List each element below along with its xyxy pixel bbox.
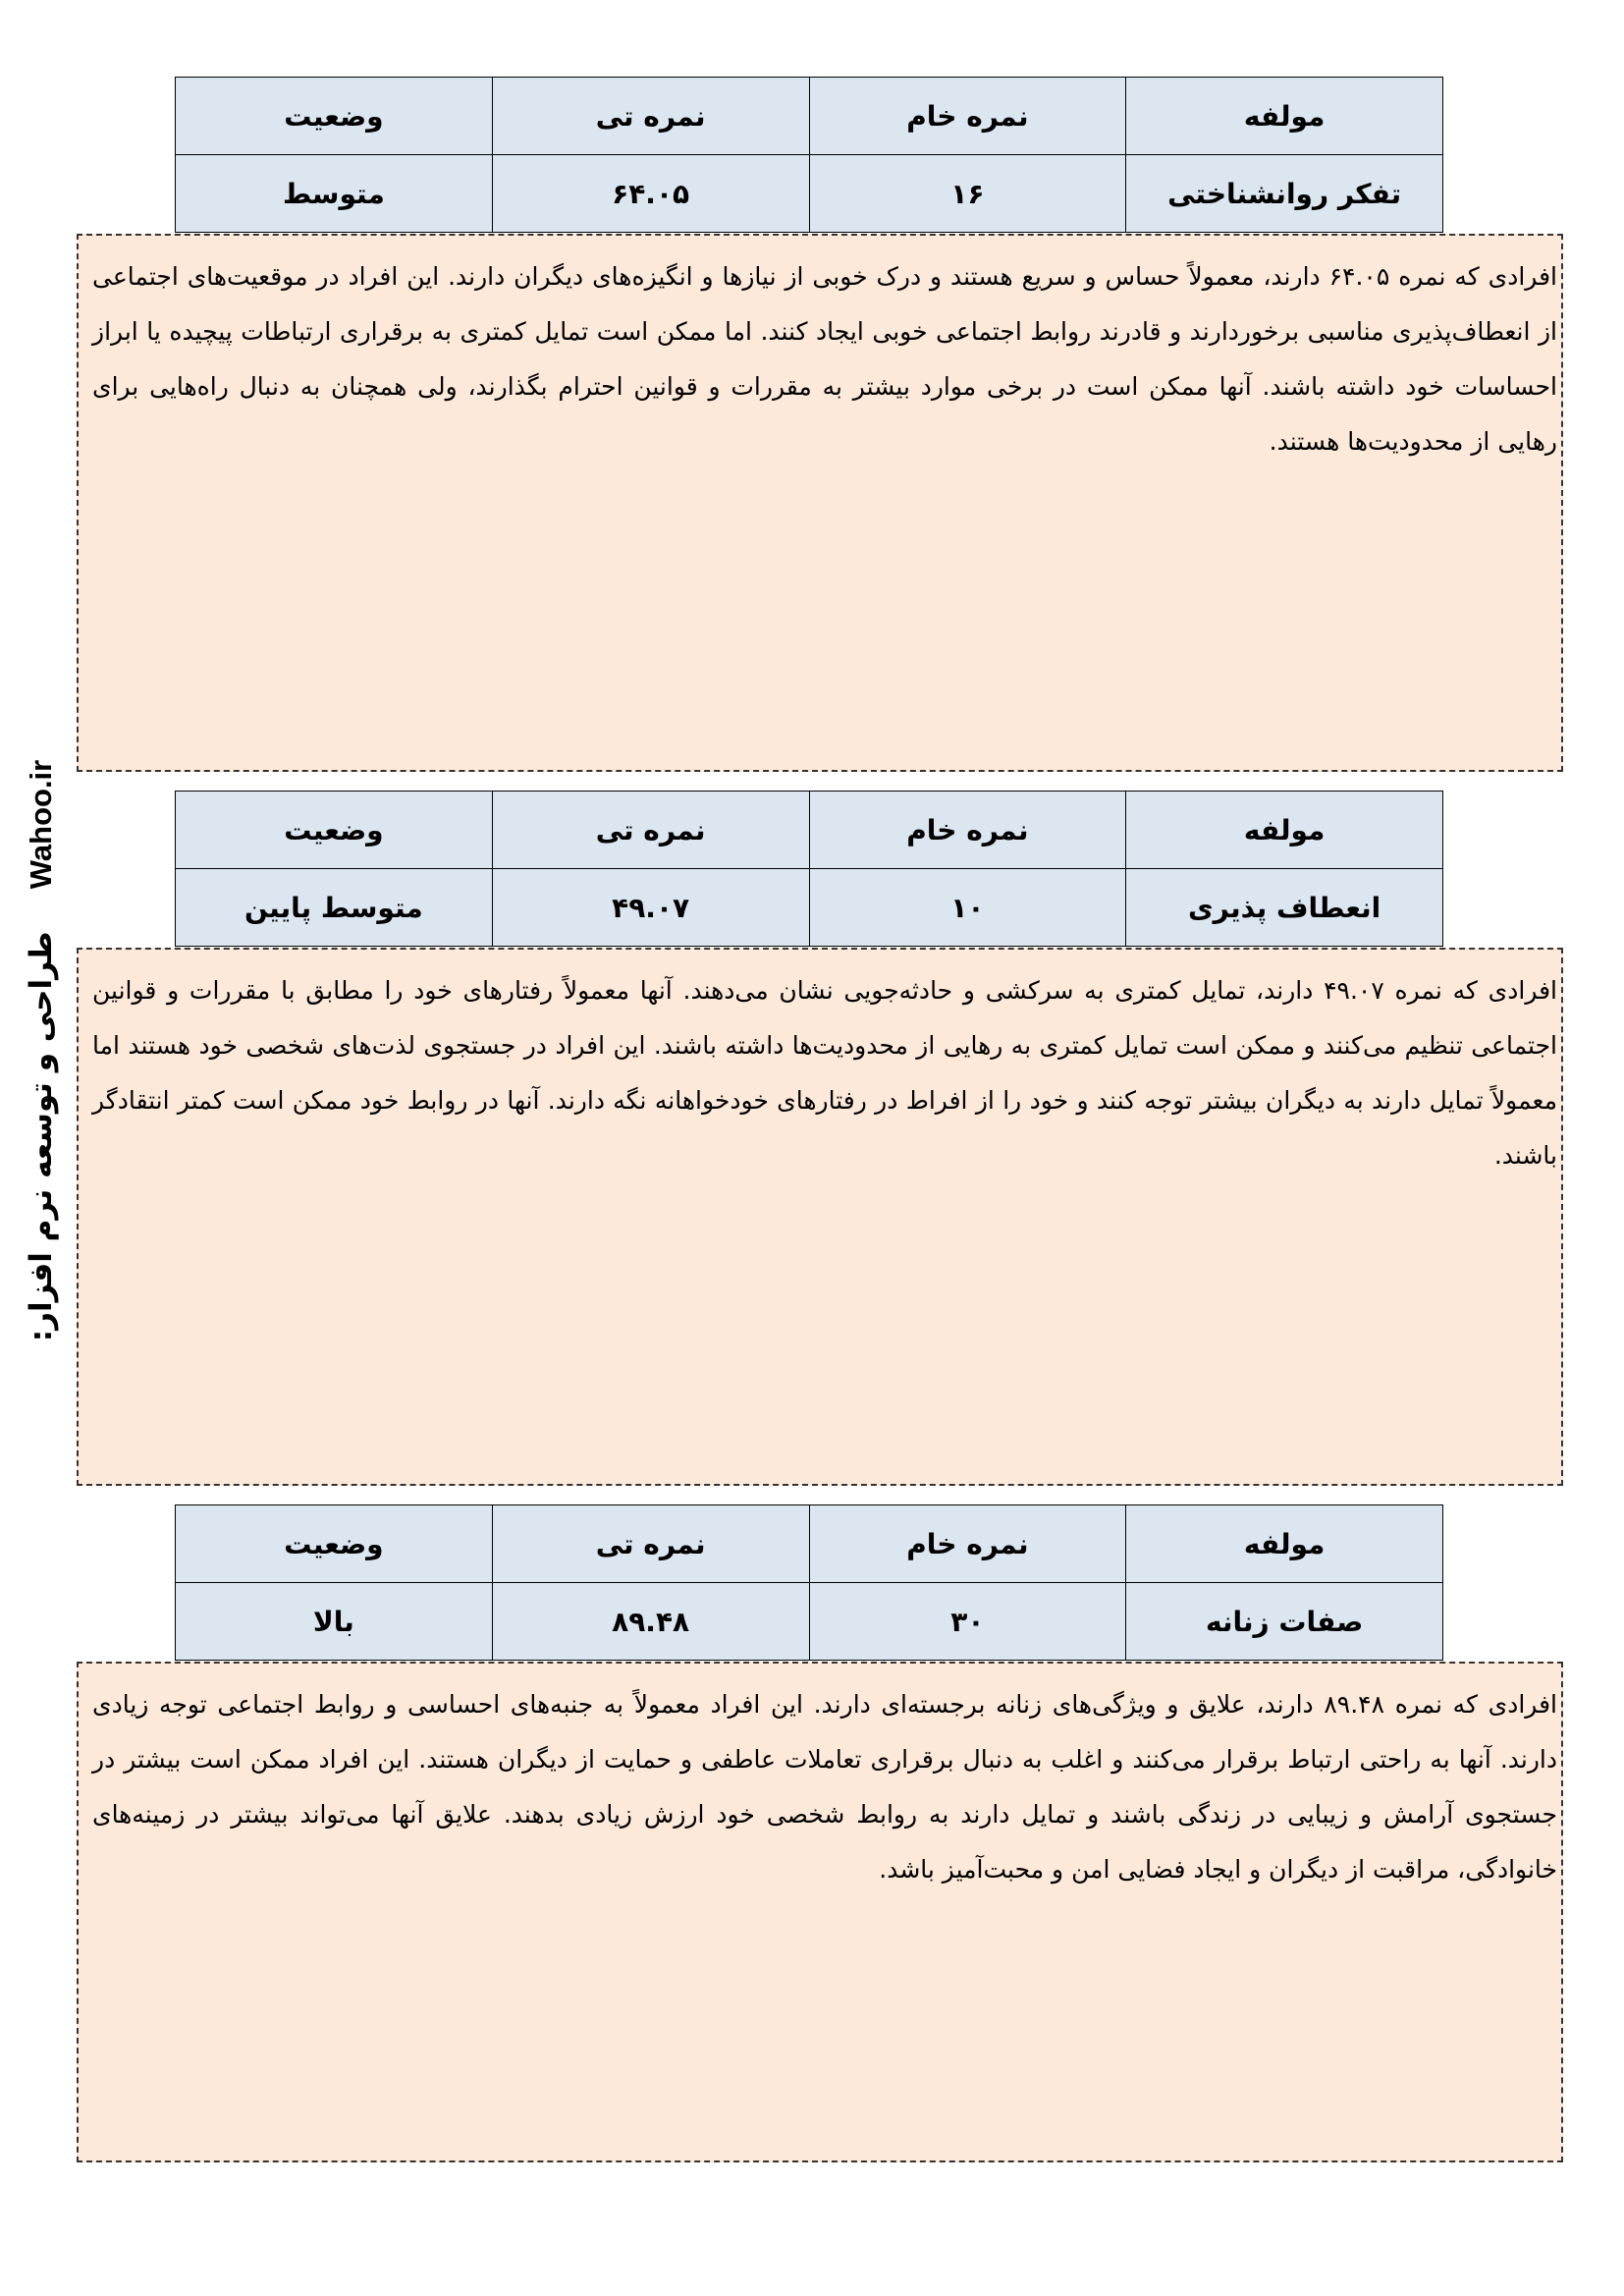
header-t-score: نمره تی: [492, 792, 809, 869]
header-t-score: نمره تی: [492, 78, 809, 155]
header-status: وضعیت: [176, 78, 493, 155]
component-name: صفات زنانه: [1126, 1583, 1443, 1661]
vertical-developer-credit: [8, 759, 75, 1342]
t-score: ۶۴.۰۵: [492, 155, 809, 233]
score-table-header-row: [176, 792, 1443, 869]
header-raw-score: نمره خام: [809, 1505, 1126, 1583]
raw-score: ۱۶: [809, 155, 1126, 233]
score-table-2: [175, 791, 1443, 947]
status-value: بالا: [176, 1583, 493, 1661]
score-table-value-row: [176, 869, 1443, 947]
component-name: تفکر روانشناختی: [1126, 155, 1443, 233]
score-table-header-row: [176, 1505, 1443, 1583]
header-component: مولفه: [1126, 792, 1443, 869]
raw-score: ۱۰: [809, 869, 1126, 947]
developer-brand: Wahoo.ir: [24, 759, 58, 890]
status-value: متوسط: [176, 155, 493, 233]
status-value: متوسط پایین: [176, 869, 493, 947]
developer-credit-text: طراحی و توسعه نرم افزار:: [24, 931, 59, 1342]
component-name: انعطاف پذیری: [1126, 869, 1443, 947]
score-table-1: [175, 77, 1443, 233]
header-t-score: نمره تی: [492, 1505, 809, 1583]
header-raw-score: نمره خام: [809, 792, 1126, 869]
description-box-2: [77, 948, 1563, 1486]
header-status: وضعیت: [176, 792, 493, 869]
score-table-value-row: [176, 1583, 1443, 1661]
score-table-value-row: [176, 155, 1443, 233]
description-text: افرادی که نمره ۶۴.۰۵ دارند، معمولاً حساس و سریع هستند و درک خوبی از نیازها و انگیزه‌های دیگران دارند. این افراد در موقعیت‌های اجتماعی از انعطاف‌پذیری مناسبی برخوردارند و قادرند روابط اجتماعی خوبی ایجاد کنند. اما ممکن است تمایل کمتری به برقراری ارتباطات پیچیده یا ابراز احساسات خود داشته باشند. آنها ممکن است در برخی موارد بیشتر به مقررات و قوانین احترام بگذارند، ولی همچنان به دنبال راه‌هایی برای رهایی از محدودیت‌ها هستند.: [92, 262, 1557, 456]
description-text: افرادی که نمره ۸۹.۴۸ دارند، علایق و ویژگی‌های زنانه برجسته‌ای دارند. این افراد معمولاً به جنبه‌های احساسی و روابط اجتماعی توجه زیادی دارند. آنها به راحتی ارتباط برقرار می‌کنند و اغلب به دنبال برقراری تعاملات عاطفی و حمایت از دیگران هستند. این افراد ممکن است بیشتر در جستجوی آرامش و زیبایی در زندگی باشند و تمایل دارند به روابط شخصی خود ارزش زیادی بدهند. علایق آنها می‌تواند بیشتر در زمینه‌های خانوادگی، مراقبت از دیگران و ایجاد فضایی امن و محبت‌آمیز باشد.: [92, 1690, 1557, 1884]
header-raw-score: نمره خام: [809, 78, 1126, 155]
header-status: وضعیت: [176, 1505, 493, 1583]
score-table-3: [175, 1504, 1443, 1661]
t-score: ۴۹.۰۷: [492, 869, 809, 947]
description-box-1: [77, 234, 1563, 772]
description-text: افرادی که نمره ۴۹.۰۷ دارند، تمایل کمتری به سرکشی و حادثه‌جویی نشان می‌دهند. آنها معمولاً رفتارهای خود را مطابق با مقررات و قوانین اجتماعی تنظیم می‌کنند و ممکن است تمایل کمتری به رهایی از محدودیت‌ها داشته باشند. این افراد در جستجوی لذت‌های شخصی خود هستند اما معمولاً تمایل دارند به دیگران بیشتر توجه کنند و خود را از افراط در رفتارهای خودخواهانه نگه دارند. آنها در روابط خود ممکن است کمتر انتقادگر باشند.: [92, 976, 1558, 1170]
description-box-3: [77, 1662, 1563, 2162]
score-table-header-row: [176, 78, 1443, 155]
raw-score: ۳۰: [809, 1583, 1126, 1661]
t-score: ۸۹.۴۸: [492, 1583, 809, 1661]
header-component: مولفه: [1126, 1505, 1443, 1583]
header-component: مولفه: [1126, 78, 1443, 155]
